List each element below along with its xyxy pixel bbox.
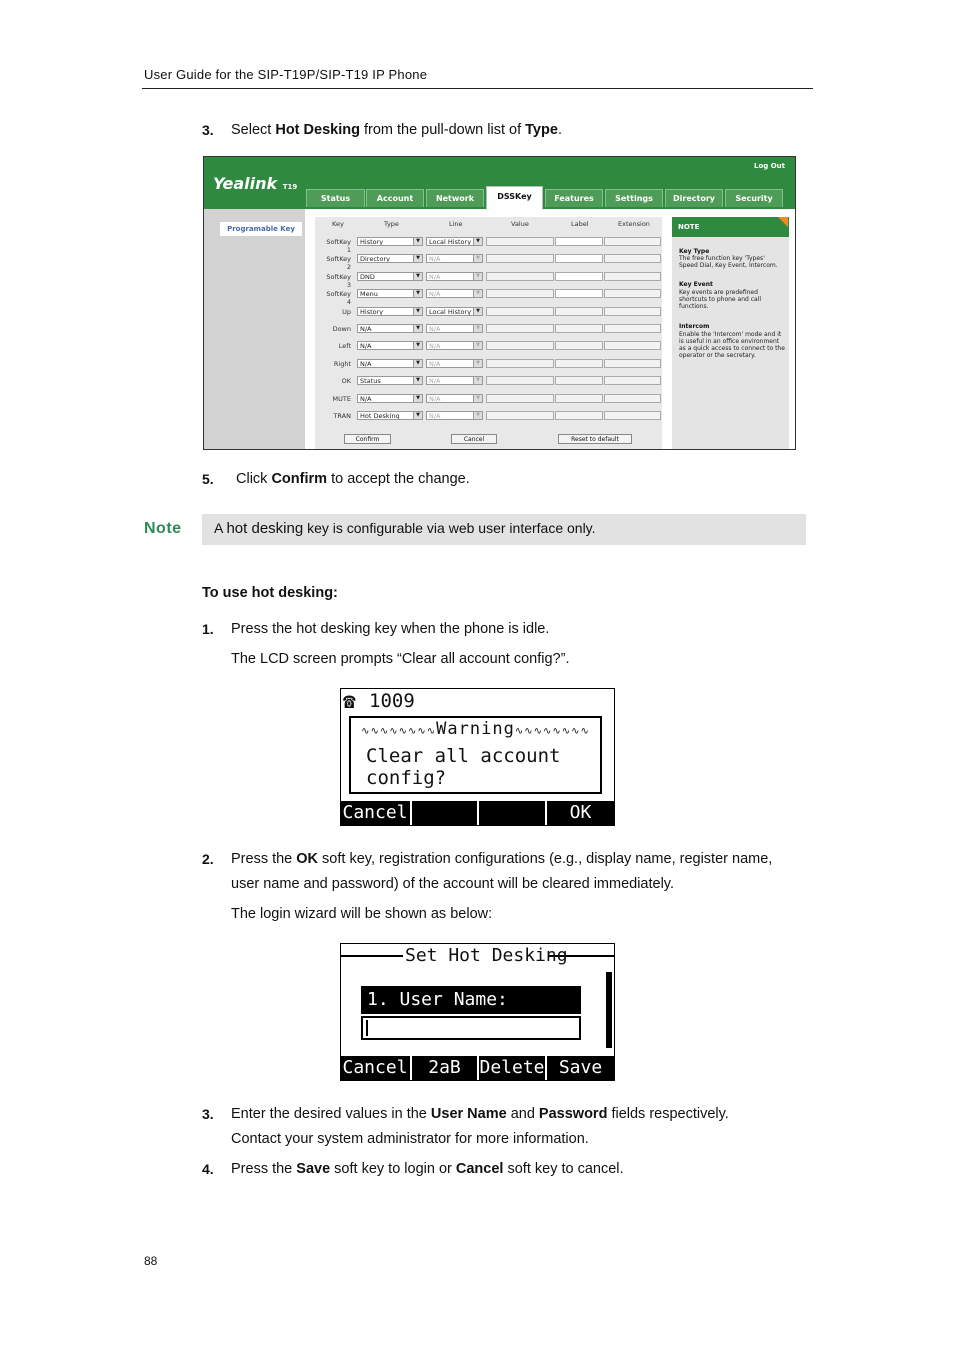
line-select[interactable] xyxy=(426,341,483,350)
warning-message: Clear all account config? xyxy=(366,745,561,789)
dropdown-arrow-icon: ▼ xyxy=(413,360,422,367)
dropdown-arrow-icon: ▼ xyxy=(473,290,482,297)
softkey-delete[interactable]: Delete xyxy=(479,1057,545,1078)
line-select[interactable] xyxy=(426,289,483,298)
lcd-warning-screen xyxy=(340,688,615,826)
softkey-bar xyxy=(341,1056,614,1080)
dropdown-arrow-icon: ▼ xyxy=(473,360,482,367)
dropdown-arrow-icon: ▼ xyxy=(413,377,422,384)
note-pane-title: NOTE xyxy=(672,217,789,237)
user-name-input[interactable] xyxy=(361,1016,581,1040)
line-select[interactable] xyxy=(426,411,483,420)
row-key-label: SoftKey 4 xyxy=(326,290,351,306)
step-number: 3. xyxy=(202,1106,214,1122)
line-select-value: N/A xyxy=(429,342,441,350)
line-select[interactable] xyxy=(426,237,483,246)
confirm-button[interactable]: Confirm xyxy=(344,434,391,444)
tab-status[interactable]: Status xyxy=(306,189,365,207)
dropdown-arrow-icon: ▼ xyxy=(473,308,482,315)
line-select-value: N/A xyxy=(429,255,441,263)
step-text: Select Hot Desking from the pull-down list of Type. xyxy=(231,122,562,138)
section-title: To use hot desking: xyxy=(202,585,338,601)
line-select[interactable] xyxy=(426,359,483,368)
title-rule-left xyxy=(341,955,403,957)
line-select[interactable] xyxy=(426,324,483,333)
dropdown-arrow-icon: ▼ xyxy=(473,238,482,245)
line-select-value: N/A xyxy=(429,395,441,403)
warning-title: ∿∿∿∿∿∿∿∿Warning∿∿∿∿∿∿∿∿ xyxy=(361,719,590,739)
type-select[interactable] xyxy=(357,341,423,350)
type-select-value: Menu xyxy=(360,290,378,298)
account-number: 1009 xyxy=(369,690,415,712)
dropdown-arrow-icon: ▼ xyxy=(473,412,482,419)
type-select-value: N/A xyxy=(360,342,372,350)
tab-settings[interactable]: Settings xyxy=(605,189,663,207)
note-intercom-title: Intercom xyxy=(679,323,710,330)
type-select-value: Hot Desking xyxy=(360,412,400,420)
row-key-label: MUTE xyxy=(332,395,351,403)
type-select-value: DND xyxy=(360,273,375,281)
note-intercom-text: Enable the 'Intercom' mode and it is useful in an office environment as a quick access to connect to the operator or the secretary. xyxy=(679,331,785,359)
row-key-label: Down xyxy=(332,325,351,333)
row-key-label: SoftKey 3 xyxy=(326,273,351,289)
row-key-label: Up xyxy=(342,308,351,316)
type-select-value: History xyxy=(360,308,384,316)
note-corner-icon xyxy=(778,217,788,227)
column-header-label: Label xyxy=(571,220,589,228)
use-step-3-line2: Contact your system administrator for more information. xyxy=(231,1131,589,1147)
value-input[interactable] xyxy=(486,394,554,403)
type-select[interactable] xyxy=(357,289,423,298)
note-label: Note xyxy=(144,520,182,537)
sidebar-item-programable-key[interactable]: Programable Key xyxy=(220,222,302,236)
value-input[interactable] xyxy=(486,376,554,385)
softkey-save[interactable]: Save xyxy=(558,1057,603,1078)
step-number: 1. xyxy=(202,621,214,637)
extension-input[interactable] xyxy=(604,272,661,281)
type-select-value: History xyxy=(360,238,384,246)
type-select-value: N/A xyxy=(360,360,372,368)
extension-input[interactable] xyxy=(604,254,661,263)
use-step-2-line2: user name and password) of the account will be cleared immediately. xyxy=(231,876,675,892)
label-input[interactable] xyxy=(555,341,603,350)
softkey-bar xyxy=(341,801,614,825)
note-key-type-title: Key Type xyxy=(679,248,710,255)
step-number: 3. xyxy=(202,122,214,138)
line-select-value: N/A xyxy=(429,412,441,420)
tab-security[interactable]: Security xyxy=(725,189,783,207)
extension-input[interactable] xyxy=(604,324,661,333)
dropdown-arrow-icon: ▼ xyxy=(413,273,422,280)
screen-title: Set Hot Desking xyxy=(405,945,568,966)
logout-link[interactable]: Log Out xyxy=(754,162,785,170)
line-select[interactable] xyxy=(426,254,483,263)
page-number: 88 xyxy=(144,1254,158,1268)
value-input[interactable] xyxy=(486,324,554,333)
dropdown-arrow-icon: ▼ xyxy=(413,255,422,262)
row-key-label: OK xyxy=(341,377,351,385)
scrollbar[interactable] xyxy=(606,972,612,1048)
softkey-input-mode[interactable]: 2aB xyxy=(428,1057,461,1078)
type-select-value: N/A xyxy=(360,325,372,333)
extension-input[interactable] xyxy=(604,289,661,298)
type-select[interactable] xyxy=(357,272,423,281)
softkey-separator xyxy=(410,801,412,825)
extension-input[interactable] xyxy=(604,376,661,385)
type-select-value: Directory xyxy=(360,255,390,263)
extension-input[interactable] xyxy=(604,394,661,403)
label-input[interactable] xyxy=(555,307,603,316)
softkey-cancel[interactable]: Cancel xyxy=(342,1057,408,1078)
row-key-label: TRAN xyxy=(333,412,351,420)
extension-input[interactable] xyxy=(604,341,661,350)
step-number: 5. xyxy=(202,471,214,487)
web-ui-screenshot xyxy=(203,156,796,450)
line-select-value: N/A xyxy=(429,377,441,385)
step-text: Press the Save soft key to login or Cancel soft key to cancel. xyxy=(231,1161,624,1177)
softkey-cancel[interactable]: Cancel xyxy=(342,802,408,823)
line-select[interactable] xyxy=(426,376,483,385)
step-number: 2. xyxy=(202,851,214,867)
extension-input[interactable] xyxy=(604,237,661,246)
label-input[interactable] xyxy=(555,254,603,263)
row-key-label: SoftKey 2 xyxy=(326,255,351,271)
cancel-button[interactable]: Cancel xyxy=(451,434,497,444)
dropdown-arrow-icon: ▼ xyxy=(413,342,422,349)
line-select[interactable] xyxy=(426,307,483,316)
value-input[interactable] xyxy=(486,307,554,316)
label-input[interactable] xyxy=(555,289,603,298)
reset-to-default-button[interactable]: Reset to default xyxy=(558,434,632,444)
line-select-value: Local History xyxy=(429,308,472,316)
tab-account[interactable]: Account xyxy=(366,189,424,207)
note-key-type-text: The free function key 'Types' Speed Dial, Key Event, Intercom. xyxy=(679,255,778,269)
dropdown-arrow-icon: ▼ xyxy=(473,377,482,384)
value-input[interactable] xyxy=(486,237,554,246)
line-select-value: N/A xyxy=(429,325,441,333)
use-step-2-subtext: The login wizard will be shown as below: xyxy=(231,906,493,922)
softkey-ok[interactable]: OK xyxy=(569,802,592,823)
value-input[interactable] xyxy=(486,272,554,281)
dropdown-arrow-icon: ▼ xyxy=(473,273,482,280)
label-input[interactable] xyxy=(555,237,603,246)
type-select-value: Status xyxy=(360,377,381,385)
column-header-key: Key xyxy=(332,220,344,228)
value-input[interactable] xyxy=(486,359,554,368)
extension-input[interactable] xyxy=(604,359,661,368)
step-text: Click Confirm to accept the change. xyxy=(236,471,470,487)
label-input[interactable] xyxy=(555,394,603,403)
running-header: User Guide for the SIP-T19P/SIP-T19 IP Phone xyxy=(144,67,428,82)
dropdown-arrow-icon: ▼ xyxy=(473,325,482,332)
label-input[interactable] xyxy=(555,324,603,333)
tab-directory[interactable]: Directory xyxy=(665,189,723,207)
line-select-value: N/A xyxy=(429,290,441,298)
note-text: A hot desking key is configurable via web user interface only. xyxy=(214,520,596,537)
line-select[interactable] xyxy=(426,394,483,403)
value-input[interactable] xyxy=(486,254,554,263)
tab-dsskey[interactable]: DSSKey xyxy=(486,186,543,210)
tab-network[interactable]: Network xyxy=(426,189,484,207)
column-header-extension: Extension xyxy=(618,220,650,228)
type-select[interactable] xyxy=(357,307,423,316)
dropdown-arrow-icon: ▼ xyxy=(413,290,422,297)
row-key-label: SoftKey 1 xyxy=(326,238,351,254)
column-header-line: Line xyxy=(449,220,463,228)
type-select[interactable] xyxy=(357,254,423,263)
text-cursor xyxy=(366,1020,368,1036)
line-select-value: Local History xyxy=(429,238,472,246)
label-input[interactable] xyxy=(555,411,603,420)
extension-input[interactable] xyxy=(604,411,661,420)
dropdown-arrow-icon: ▼ xyxy=(473,395,482,402)
dropdown-arrow-icon: ▼ xyxy=(413,325,422,332)
dropdown-arrow-icon: ▼ xyxy=(413,308,422,315)
lcd-hot-desking-screen xyxy=(340,943,615,1081)
tab-features[interactable]: Features xyxy=(545,189,603,207)
label-input[interactable] xyxy=(555,376,603,385)
line-select[interactable] xyxy=(426,272,483,281)
column-header-value: Value xyxy=(511,220,529,228)
type-select[interactable] xyxy=(357,376,423,385)
type-select[interactable] xyxy=(357,237,423,246)
dropdown-arrow-icon: ▼ xyxy=(413,412,422,419)
row-key-label: Right xyxy=(333,360,351,368)
step-number: 4. xyxy=(202,1161,214,1177)
row-key-label: Left xyxy=(338,342,351,350)
dropdown-arrow-icon: ▼ xyxy=(473,255,482,262)
step-text: Enter the desired values in the User Name and Password fields respectively. xyxy=(231,1106,729,1122)
label-input[interactable] xyxy=(555,359,603,368)
value-input[interactable] xyxy=(486,411,554,420)
step-text: Press the OK soft key, registration configurations (e.g., display name, register name, xyxy=(231,851,773,867)
value-input[interactable] xyxy=(486,289,554,298)
dropdown-arrow-icon: ▼ xyxy=(413,395,422,402)
user-name-label: 1. User Name: xyxy=(361,986,581,1014)
softkey-separator xyxy=(477,801,479,825)
yealink-logo: Yealink T19 xyxy=(213,174,298,193)
column-header-type: Type xyxy=(384,220,399,228)
line-select-value: N/A xyxy=(429,273,441,281)
note-key-event-title: Key Event xyxy=(679,281,713,288)
type-select[interactable] xyxy=(357,359,423,368)
value-input[interactable] xyxy=(486,341,554,350)
type-select-value: N/A xyxy=(360,395,372,403)
line-select-value: N/A xyxy=(429,360,441,368)
phone-handset-icon: ☎ xyxy=(343,689,356,713)
sidebar xyxy=(204,209,305,449)
use-step-1-subtext: The LCD screen prompts “Clear all account config?”. xyxy=(231,651,570,667)
label-input[interactable] xyxy=(555,272,603,281)
extension-input[interactable] xyxy=(604,307,661,316)
header-rule xyxy=(142,88,813,89)
type-select[interactable] xyxy=(357,394,423,403)
note-key-event-text: Key events are predefined shortcuts to phone and call functions. xyxy=(679,289,762,310)
dropdown-arrow-icon: ▼ xyxy=(413,238,422,245)
type-select[interactable] xyxy=(357,324,423,333)
step-text: Press the hot desking key when the phone is idle. xyxy=(231,621,550,637)
dropdown-arrow-icon: ▼ xyxy=(473,342,482,349)
type-select[interactable] xyxy=(357,411,423,420)
